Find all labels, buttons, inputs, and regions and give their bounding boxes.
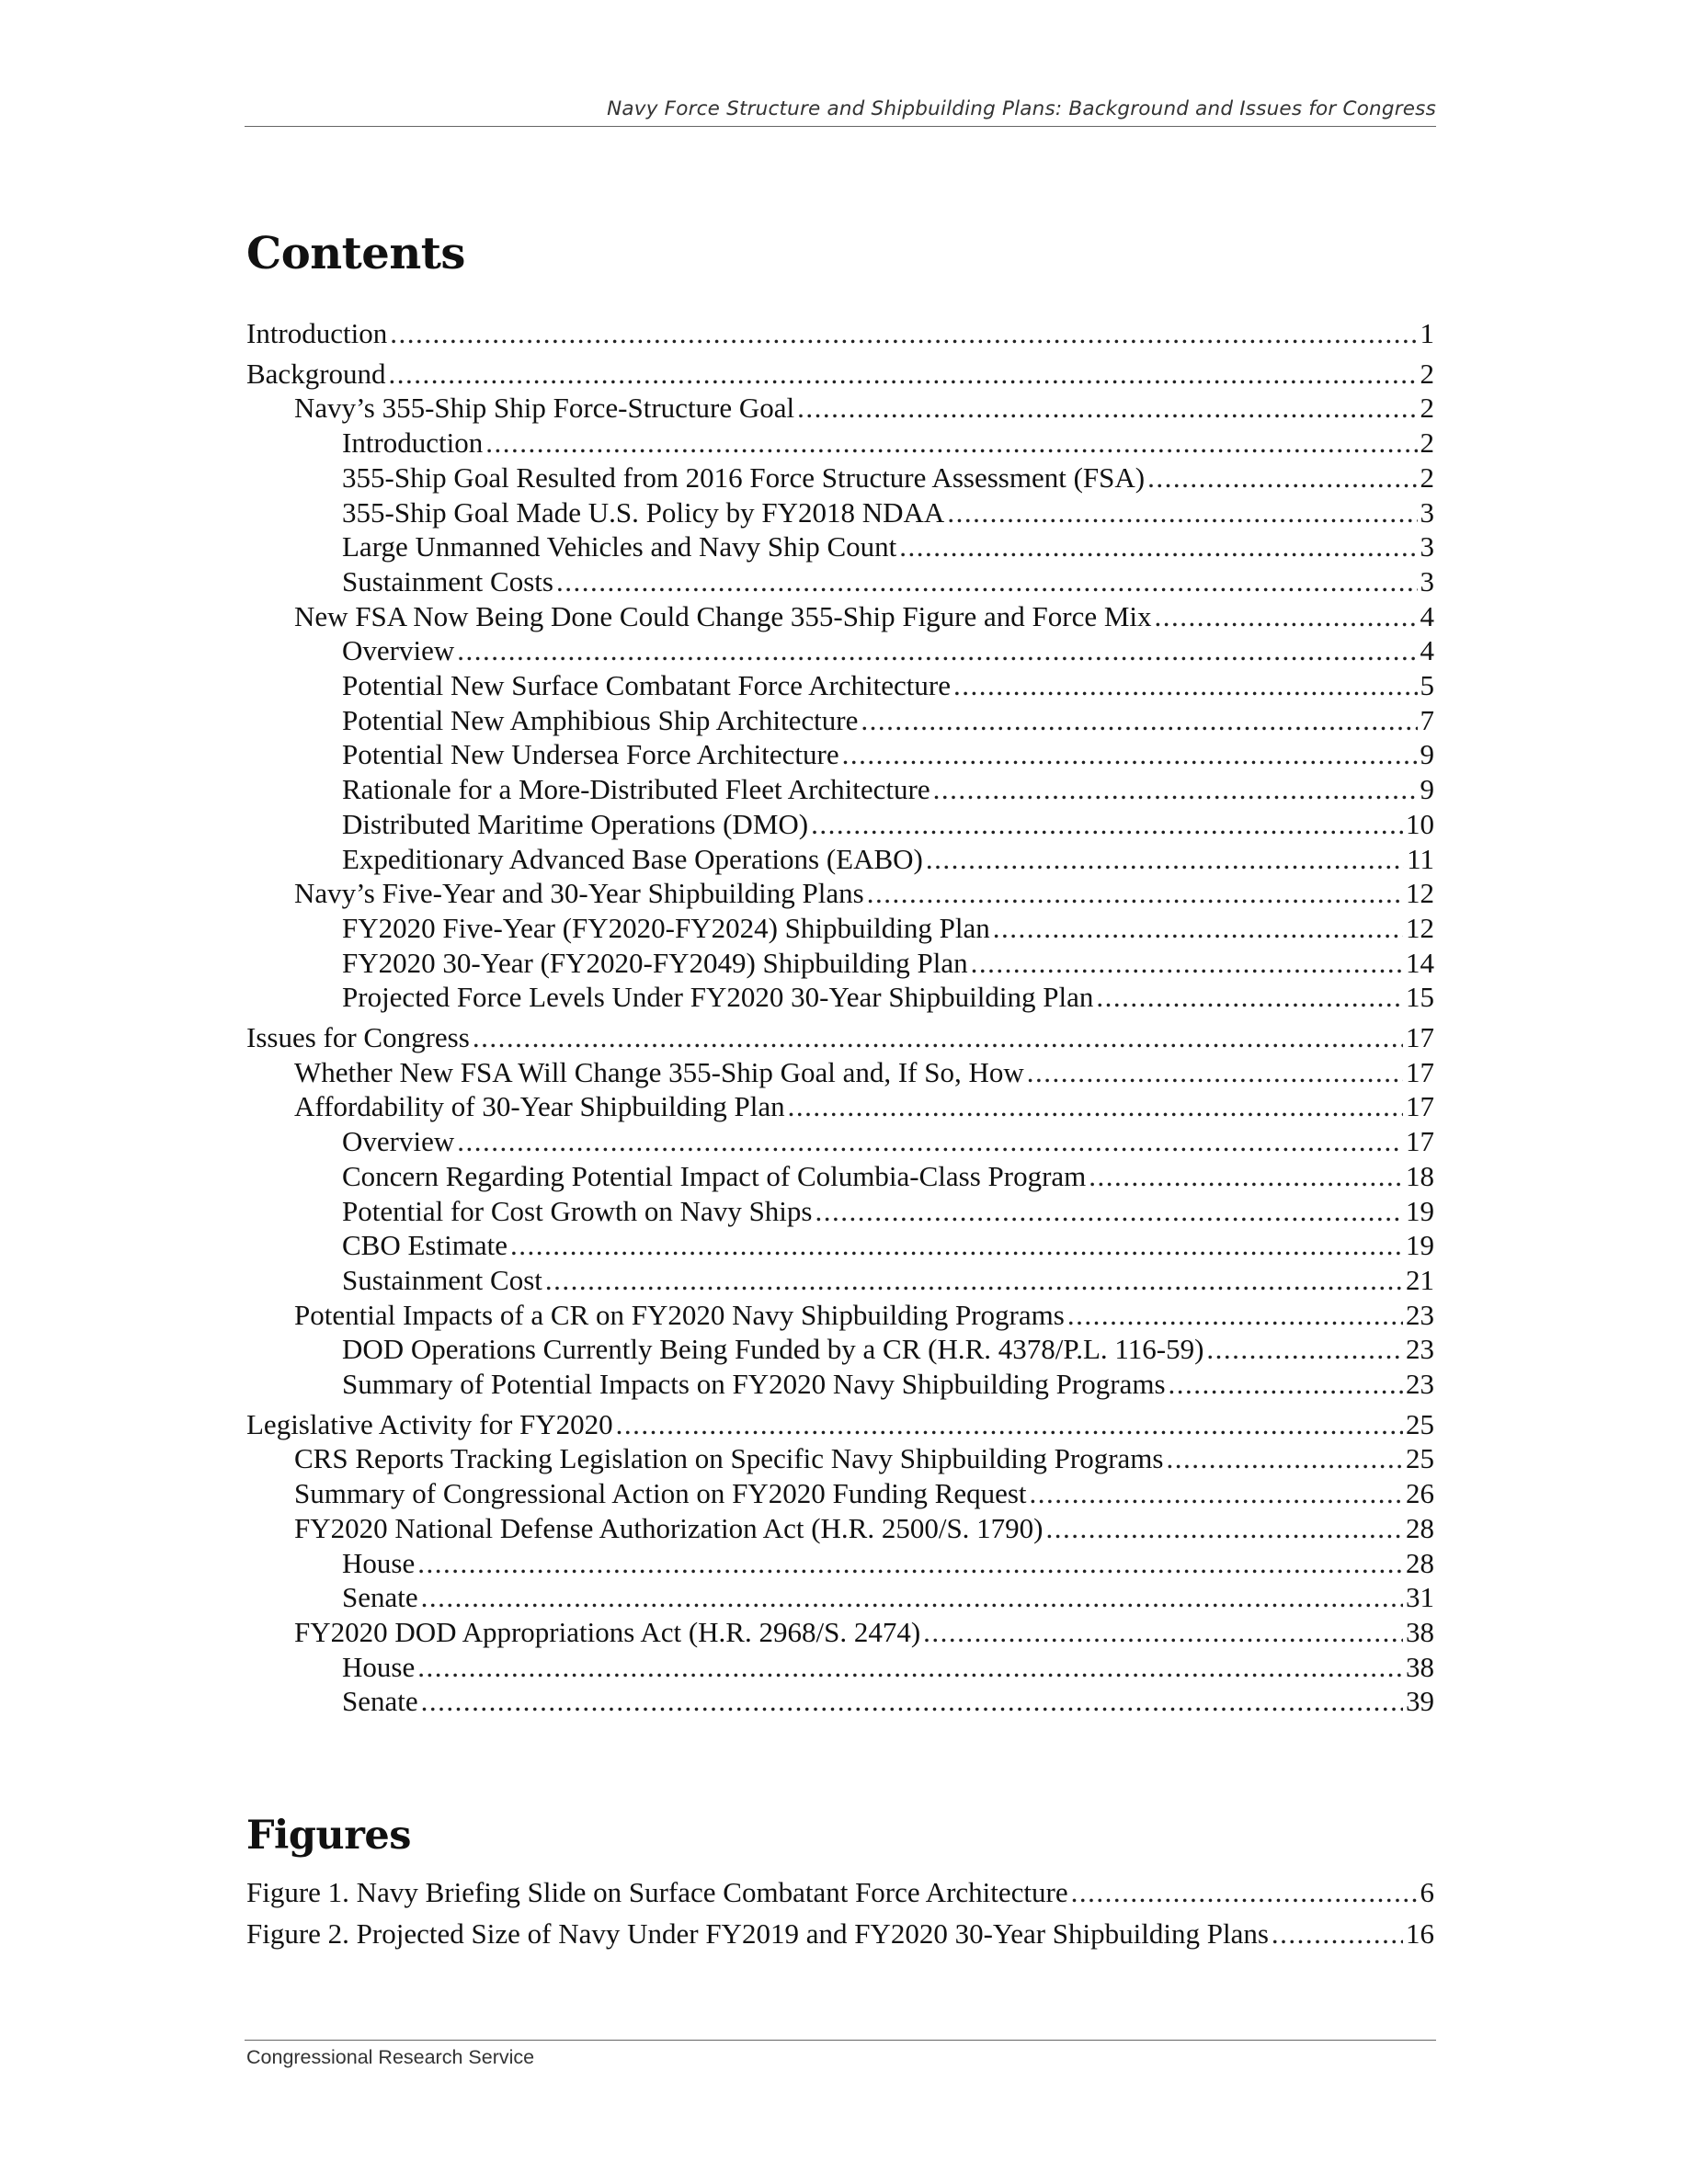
toc-entry-title: Large Unmanned Vehicles and Navy Ship Count [342,530,897,563]
toc-entry[interactable] [342,703,1434,738]
toc-entry-page: 2 [1420,392,1434,425]
toc-entry[interactable] [342,1124,1434,1159]
dot-leader [510,1228,1403,1263]
toc-entry[interactable] [342,633,1434,668]
toc-entry[interactable] [342,1546,1434,1581]
toc-entry-title: New FSA Now Being Done Could Change 355-Ship Figure and Force Mix [294,599,1152,632]
toc-entry-title: Sustainment Costs [342,564,553,597]
figures-heading: Figures [246,1813,411,1859]
toc-entry[interactable] [294,1089,1434,1124]
toc-entry-page: 21 [1406,1263,1434,1296]
toc-entry[interactable] [294,599,1434,634]
toc-entry-title: FY2020 DOD Appropriations Act (H.R. 2968/S. 2474) [294,1615,921,1648]
toc-entry-title: Navy’s 355-Ship Ship Force-Structure Goal [294,392,795,425]
dot-leader [417,1546,1403,1581]
toc-entry-title: Senate [342,1685,418,1718]
toc-entry-page: 2 [1420,427,1434,460]
toc-entry[interactable] [294,1441,1434,1476]
toc-entry-title: Concern Regarding Potential Impact of Columbia-Class Program [342,1159,1087,1192]
dot-leader [473,1020,1403,1055]
dot-leader [899,529,1417,564]
toc-entry-title: Summary of Potential Impacts on FY2020 Navy Shipbuilding Programs [342,1368,1166,1400]
toc-entry-title: Overview [342,1125,455,1158]
toc-entry[interactable] [342,946,1434,981]
toc-entry[interactable] [342,772,1434,807]
toc-entry[interactable] [342,1650,1434,1685]
figure-entry-page: 6 [1420,1876,1434,1908]
toc-entry-page: 23 [1406,1368,1434,1400]
toc-entry-title: CBO Estimate [342,1229,508,1262]
toc-entry-title: Issues for Congress [246,1021,470,1053]
toc-entry-title: Senate [342,1581,418,1614]
toc-entry-title: Distributed Maritime Operations (DMO) [342,807,809,840]
toc-entry[interactable] [342,1263,1434,1298]
toc-entry-title: Sustainment Cost [342,1263,542,1296]
toc-entry[interactable] [246,1020,1434,1055]
toc-entry-title: Rationale for a More-Distributed Fleet Architecture [342,773,930,806]
toc-entry[interactable] [342,807,1434,842]
toc-entry-title: FY2020 30-Year (FY2020-FY2049) Shipbuilding Plan [342,946,968,979]
dot-leader [993,911,1403,946]
toc-entry-page: 2 [1420,357,1434,390]
toc-entry-page: 4 [1420,599,1434,632]
figure-entry-page: 16 [1406,1917,1434,1950]
toc-entry-page: 1 [1420,317,1434,349]
toc-entry-title: Summary of Congressional Action on FY2020 Funding Request [294,1477,1027,1510]
toc-entry-title: DOD Operations Currently Being Funded by a CR (H.R. 4378/P.L. 116-59) [342,1333,1204,1366]
toc-entry-page: 3 [1420,564,1434,597]
toc-entry[interactable] [246,316,1434,351]
toc-entry-page: 14 [1406,946,1434,979]
dot-leader [811,807,1403,842]
toc-entry-title: Introduction [246,317,388,349]
toc-entry-page: 23 [1406,1298,1434,1331]
toc-entry[interactable] [294,876,1434,911]
toc-entry-page: 25 [1406,1442,1434,1475]
toc-entry-page: 2 [1420,461,1434,494]
dot-leader [545,1263,1403,1298]
toc-entry-title: Potential for Cost Growth on Navy Ships [342,1194,813,1227]
footer-text: Congressional Research Service [246,2046,535,2068]
toc-entry-page: 26 [1406,1477,1434,1510]
toc-entry-title: Potential New Undersea Force Architecture [342,738,839,771]
toc-entry[interactable] [342,1367,1434,1402]
dot-leader [485,426,1417,461]
dot-leader [815,1194,1404,1229]
toc-entry[interactable] [342,1228,1434,1263]
toc-entry-page: 17 [1406,1021,1434,1053]
toc-entry[interactable] [294,1298,1434,1333]
dot-leader [421,1684,1403,1719]
dot-leader [867,876,1403,911]
dot-leader [457,1124,1403,1159]
toc-entry-title: Whether New FSA Will Change 355-Ship Goal and, If So, How [294,1055,1024,1088]
toc-entry-page: 7 [1420,703,1434,736]
figure-entry-title: Figure 2. Projected Size of Navy Under FY2019 and FY2020 30-Year Shipbuilding Plans [246,1917,1269,1950]
toc-entry-title: Introduction [342,427,484,460]
toc-entry[interactable] [342,842,1434,877]
dot-leader [556,564,1418,599]
dot-leader [971,946,1403,981]
toc-entry[interactable] [342,461,1434,495]
toc-entry-page: 17 [1406,1055,1434,1088]
toc-entry-page: 4 [1420,634,1434,667]
toc-entry-title: Potential New Amphibious Ship Architecture [342,703,859,736]
toc-entry[interactable] [342,529,1434,564]
toc-entry[interactable] [246,357,1434,392]
dot-leader [390,316,1417,351]
toc-entry[interactable] [342,668,1434,703]
toc-entry[interactable] [342,1580,1434,1615]
dot-leader [953,668,1418,703]
dot-leader [389,357,1418,392]
dot-leader [417,1650,1403,1685]
toc-entry-page: 3 [1420,530,1434,563]
dot-leader [421,1580,1403,1615]
dot-leader [616,1407,1403,1442]
toc-entry[interactable] [342,1159,1434,1194]
toc-entry-page: 25 [1406,1407,1434,1440]
toc-entry-title: House [342,1546,416,1579]
dot-leader [1147,461,1417,495]
toc-entry-page: 19 [1406,1194,1434,1227]
toc-entry-title: Affordability of 30-Year Shipbuilding Plan [294,1090,785,1123]
toc-entry-page: 5 [1420,669,1434,701]
dot-leader [861,703,1417,738]
dot-leader [1272,1917,1403,1951]
toc-entry-title: Potential Impacts of a CR on FY2020 Navy Shipbuilding Programs [294,1298,1065,1331]
toc-entry-page: 10 [1406,807,1434,840]
toc-entry-title: FY2020 Five-Year (FY2020-FY2024) Shipbuilding Plan [342,911,990,944]
dot-leader [1166,1441,1403,1476]
toc-entry[interactable] [342,980,1434,1015]
dot-leader [1030,1476,1403,1511]
toc-entry-title: Potential New Surface Combatant Force Architecture [342,669,951,701]
toc-entry[interactable] [294,1476,1434,1511]
dot-leader [788,1089,1403,1124]
toc-entry-title: Background [246,357,386,390]
dot-leader [1027,1055,1403,1090]
toc-entry-page: 17 [1406,1090,1434,1123]
toc-entry[interactable] [246,1407,1434,1442]
dot-leader [933,772,1418,807]
dot-leader [1206,1332,1403,1367]
toc-entry-page: 39 [1406,1685,1434,1718]
toc-entry-page: 23 [1406,1333,1434,1366]
toc-entry[interactable] [342,1684,1434,1719]
toc-entry-page: 9 [1420,773,1434,806]
running-header: Navy Force Structure and Shipbuilding Plans: Background and Issues for Congress [607,97,1436,120]
toc-entry[interactable] [294,1055,1434,1090]
toc-entry[interactable] [294,1615,1434,1650]
dot-leader [1096,980,1403,1015]
toc-entry-title: Legislative Activity for FY2020 [246,1407,613,1440]
toc-entry-title: 355-Ship Goal Made U.S. Policy by FY2018 NDAA [342,495,945,529]
figure-entry-title: Figure 1. Navy Briefing Slide on Surface Combatant Force Architecture [246,1876,1068,1908]
dot-leader [842,737,1418,772]
toc-entry[interactable] [342,737,1434,772]
dot-leader [923,1615,1403,1650]
dot-leader [1089,1159,1403,1194]
toc-entry[interactable] [294,391,1434,426]
toc-entry-page: 28 [1406,1511,1434,1544]
toc-entry-page: 38 [1406,1650,1434,1683]
toc-entry-title: Projected Force Levels Under FY2020 30-Year Shipbuilding Plan [342,981,1094,1014]
toc-entry-title: Navy’s Five-Year and 30-Year Shipbuilding Plans [294,877,864,910]
toc-entry-page: 31 [1406,1581,1434,1614]
figure-entry[interactable] [246,1875,1434,1910]
toc-entry-page: 12 [1406,911,1434,944]
toc-entry[interactable] [342,1194,1434,1229]
toc-entry[interactable] [342,426,1434,461]
figure-entry[interactable] [246,1917,1434,1951]
dot-leader [457,633,1417,668]
toc-entry[interactable] [342,564,1434,599]
toc-entry-page: 19 [1406,1229,1434,1262]
toc-entry-page: 11 [1407,842,1434,875]
dot-leader [926,842,1404,877]
toc-entry-page: 12 [1406,877,1434,910]
dot-leader [1155,599,1418,634]
toc-entry-page: 3 [1420,495,1434,529]
toc-entry[interactable] [342,495,1434,530]
dot-leader [1071,1875,1418,1910]
toc-entry[interactable] [342,911,1434,946]
toc-entry-page: 17 [1406,1125,1434,1158]
toc-entry-page: 9 [1420,738,1434,771]
dot-leader [1046,1511,1403,1546]
toc-entry-page: 15 [1406,981,1434,1014]
toc-entry-title: FY2020 National Defense Authorization Act (H.R. 2500/S. 1790) [294,1511,1044,1544]
toc-entry-title: Overview [342,634,455,667]
toc-entry-page: 38 [1406,1615,1434,1648]
dot-leader [797,391,1417,426]
toc-entry-page: 28 [1406,1546,1434,1579]
header-divider [245,126,1436,127]
footer-divider [245,2040,1436,2041]
toc-entry-title: House [342,1650,416,1683]
toc-entry-page: 18 [1406,1159,1434,1192]
toc-entry[interactable] [342,1332,1434,1367]
toc-entry[interactable] [294,1511,1434,1546]
toc-entry-title: CRS Reports Tracking Legislation on Specific Navy Shipbuilding Programs [294,1442,1164,1475]
dot-leader [947,495,1417,530]
toc-entry-title: 355-Ship Goal Resulted from 2016 Force Structure Assessment (FSA) [342,461,1146,494]
dot-leader [1169,1367,1403,1402]
dot-leader [1067,1298,1403,1333]
contents-heading: Contents [246,228,465,279]
toc-entry-title: Expeditionary Advanced Base Operations (EABO) [342,842,923,875]
